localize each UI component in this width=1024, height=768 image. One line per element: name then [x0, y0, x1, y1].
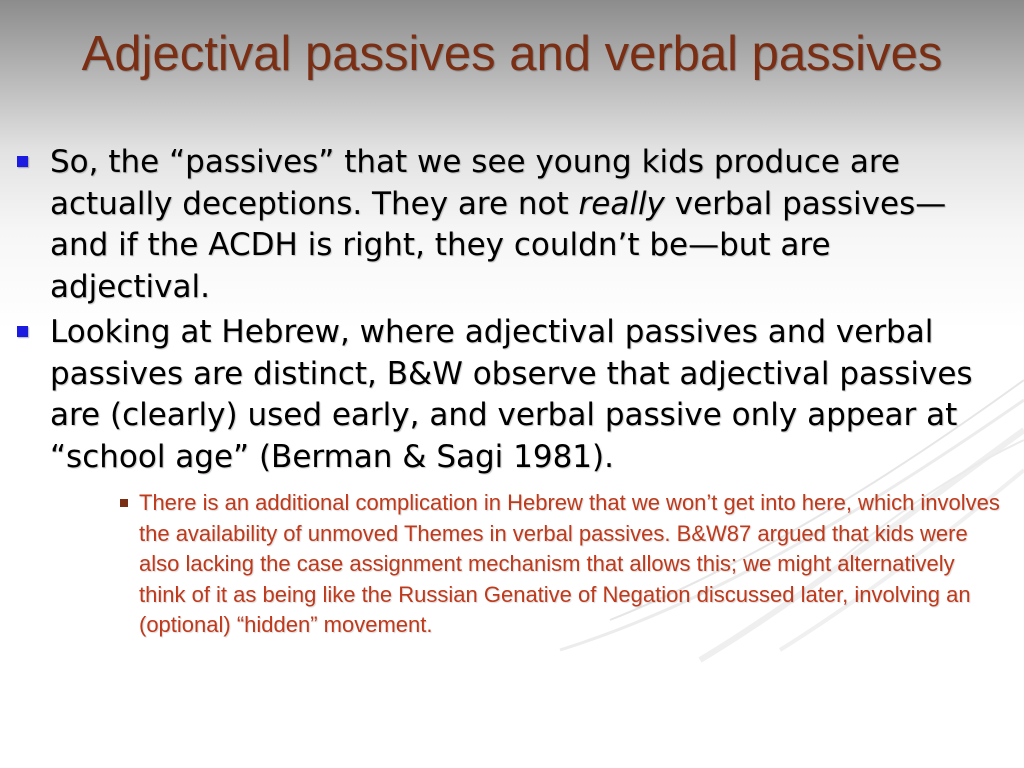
small-square-bullet-icon: [120, 499, 128, 507]
square-bullet-icon: [17, 326, 28, 337]
bullet-text-segment-italic: really: [578, 185, 665, 222]
slide-body: [14, 142, 1014, 641]
bullet-item-hebrew: [14, 312, 980, 478]
subbullet-text: There is an additional complication in Hebrew that we won’t get into here, which involves the availability of unmoved Themes in verbal passives. B&W87 argued that kids were also lacking the case assignment mechanism that allows this; we might alternatively think of it as being like the Russian Genative of Negation discussed later, involving an (optional) “hidden” movement.: [139, 490, 1000, 637]
slide-title: Adjectival passives and verbal passives: [81, 27, 943, 81]
subbullet-item-complication: [118, 488, 1001, 641]
bullet-item-kids-passives: [14, 142, 980, 308]
bullet-text-segment: verbal passives—and if the ACDH is right, they couldn’t be—but are adjectival.: [50, 185, 947, 305]
bullet-text: Looking at Hebrew, where adjectival passives and verbal passives are distinct, B&W observe that adjectival passives are (clearly) used early, and verbal passive only appear at “school age” (Berman & Sagi 1981).: [50, 314, 973, 475]
bullet-text-segment: So, the “passives” that we see young kids produce are actually deceptions. They are not: [50, 144, 900, 222]
square-bullet-icon: [17, 156, 28, 167]
